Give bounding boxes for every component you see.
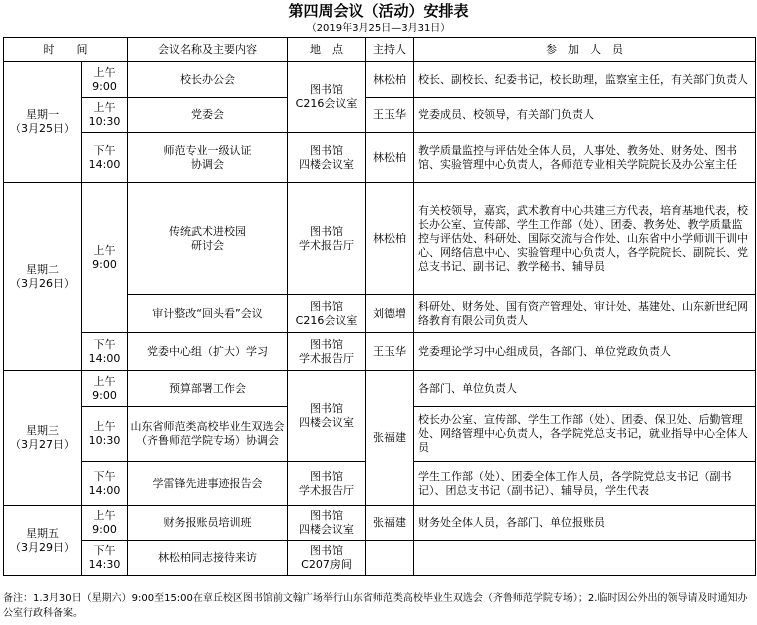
host-cell: 林松柏 <box>366 133 414 183</box>
time-cell: 上午 10:30 <box>82 407 128 462</box>
time-cell: 上午 9:00 <box>82 371 128 407</box>
footnote: 备注：1.3月30日（星期六）9:00至15:00在章丘校区图书馆前文翰广场举行山东省师范类高校毕业生双选会（齐鲁师范学院专场）；2.临时因公外出的领导请及时通知办公室行政科备案。 <box>3 593 748 619</box>
meeting-cell: 校长办公会 <box>128 62 288 98</box>
header-place: 地 点 <box>288 38 366 62</box>
meeting-cell: 财务报账员培训班 <box>128 506 288 541</box>
participants-cell: 学生工作部（处）、团委全体工作人员，各学院党总支书记（副书记）、团总支书记（副书记）、辅导员，学生代表 <box>414 462 756 506</box>
host-cell <box>366 541 414 576</box>
table-row <box>4 333 756 371</box>
place-cell: 图书馆 四楼会议室 <box>288 371 366 462</box>
table-row <box>4 62 756 98</box>
participants-cell: 校长办公室、宣传部、学生工作部（处）、团委、保卫处、后勤管理处、网络管理中心负责人，各学院党总支书记，就业指导中心全体人员 <box>414 407 756 462</box>
place-cell: 图书馆 C216会议室 <box>288 295 366 333</box>
host-cell: 张福建 <box>366 371 414 506</box>
time-cell: 上午 9:00 <box>82 506 128 541</box>
participants-cell: 党委理论学习中心组成员，各部门、单位党政负责人 <box>414 333 756 371</box>
time-cell: 下午 14:00 <box>82 133 128 183</box>
header-time: 时 间 <box>4 38 128 62</box>
participants-cell: 教学质量监控与评估处全体人员，人事处、教务处、财务处、图书馆、实验管理中心负责人，各师范专业相关学院院长及办公室主任 <box>414 133 756 183</box>
host-cell: 林松柏 <box>366 62 414 98</box>
participants-cell: 党委成员、校领导，有关部门负责人 <box>414 98 756 133</box>
host-cell: 刘德增 <box>366 295 414 333</box>
place-cell: 图书馆 学术报告厅 <box>288 462 366 506</box>
table-row <box>4 183 756 295</box>
header-row <box>4 38 756 62</box>
day-monday: 星期一 （3月25日） <box>4 62 82 183</box>
host-cell: 林松柏 <box>366 183 414 295</box>
meeting-cell: 党委会 <box>128 98 288 133</box>
meeting-cell: 传统武术进校园 研讨会 <box>128 183 288 295</box>
place-cell: 图书馆 四楼会议室 <box>288 133 366 183</box>
time-cell: 下午 14:00 <box>82 333 128 371</box>
header-host: 主持人 <box>366 38 414 62</box>
schedule-table <box>3 37 756 576</box>
table-row <box>4 133 756 183</box>
place-cell: 图书馆 四楼会议室 <box>288 506 366 541</box>
meeting-cell: 审计整改“回头看”会议 <box>128 295 288 333</box>
day-friday: 星期五 （3月29日） <box>4 506 82 576</box>
page-title: 第四周会议（活动）安排表 <box>288 2 469 20</box>
host-cell: 王玉华 <box>366 333 414 371</box>
time-cell: 上午 9:00 <box>82 62 128 98</box>
participants-cell: 财务处全体人员，各部门、单位报账员 <box>414 506 756 541</box>
meeting-cell: 山东省师范类高校毕业生双选会（齐鲁师范学院专场）协调会 <box>128 407 288 462</box>
participants-cell: 校长、副校长、纪委书记，校长助理，监察室主任，有关部门负责人 <box>414 62 756 98</box>
time-cell: 下午 14:00 <box>82 462 128 506</box>
table-row <box>4 541 756 576</box>
date-range: （2019年3月25日—3月31日） <box>306 23 451 34</box>
place-cell: 图书馆 学术报告厅 <box>288 183 366 295</box>
participants-cell: 各部门、单位负责人 <box>414 371 756 407</box>
place-cell: 图书馆 C216会议室 <box>288 62 366 133</box>
meeting-cell: 林松柏同志接待来访 <box>128 541 288 576</box>
time-cell: 上午 10:30 <box>82 98 128 133</box>
day-tuesday: 星期二 （3月26日） <box>4 183 82 371</box>
table-row <box>4 371 756 407</box>
participants-cell: 科研处、财务处、国有资产管理处、审计处、基建处、山东新世纪网络教育有限公司负责人 <box>414 295 756 333</box>
meeting-cell: 学雷锋先进事迹报告会 <box>128 462 288 506</box>
table-row <box>4 98 756 133</box>
time-cell: 上午 9:00 <box>82 183 128 333</box>
meeting-cell: 预算部署工作会 <box>128 371 288 407</box>
time-cell: 下午 14:30 <box>82 541 128 576</box>
day-wednesday: 星期三 （3月27日） <box>4 371 82 506</box>
participants-cell: 有关校领导，嘉宾，武术教育中心共建三方代表，培育基地代表，校长办公室、宣传部、学生工作部（处）、团委、教务处、教学质量监控与评估处、科研处、国际交流与合作处、山东省中小学师训干训中心、网络信息中心、实验管理中心负责人，各学院院长、副院长、党总支书记、副书记、教学秘书、辅导员 <box>414 183 756 295</box>
table-row <box>4 506 756 541</box>
header-meeting: 会议名称及主要内容 <box>128 38 288 62</box>
meeting-cell: 师范专业一级认证 协调会 <box>128 133 288 183</box>
header-participants: 参 加 人 员 <box>414 38 756 62</box>
place-cell: 图书馆 学术报告厅 <box>288 333 366 371</box>
meeting-cell: 党委中心组（扩大）学习 <box>128 333 288 371</box>
place-cell: 图书馆 C207房间 <box>288 541 366 576</box>
participants-cell <box>414 541 756 576</box>
host-cell: 王玉华 <box>366 98 414 133</box>
host-cell: 张福建 <box>366 506 414 541</box>
